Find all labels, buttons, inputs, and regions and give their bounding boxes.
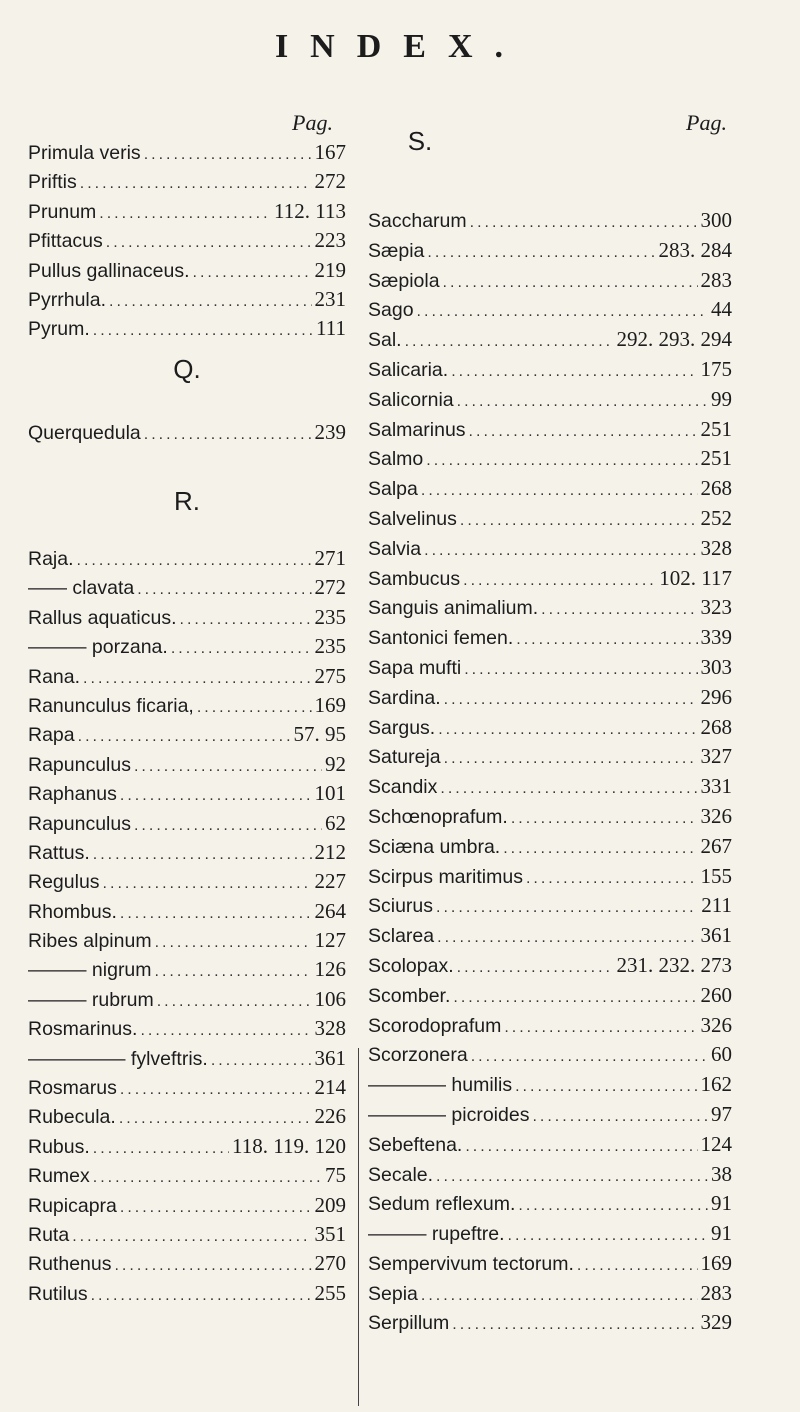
section-letter-s: S.: [407, 126, 433, 156]
entry-pages: 267: [700, 833, 732, 858]
entry-pages: 126: [314, 957, 346, 982]
index-entry: [28, 899, 346, 928]
entry-name: Primula veris: [28, 142, 141, 164]
entry-pages: 106: [314, 986, 346, 1011]
dot-leader: [421, 482, 698, 500]
dot-leader: [405, 333, 614, 351]
entry-pages: 251: [700, 416, 732, 441]
index-entry: [368, 536, 732, 566]
column-divider: [358, 1048, 359, 1406]
entry-name: Sago: [368, 299, 414, 322]
index-entry: [368, 893, 732, 923]
entry-pages: 91: [711, 1221, 732, 1246]
index-entry: [368, 595, 732, 625]
entry-pages: 167: [314, 140, 346, 164]
dot-leader: [106, 234, 312, 252]
index-entry: [28, 316, 346, 345]
entry-pages: 255: [314, 1280, 346, 1305]
entry-name: Salmarinus: [368, 418, 466, 441]
index-entry: [368, 804, 732, 834]
entry-pages: 38: [711, 1161, 732, 1186]
section-letter-r: R.: [174, 486, 200, 516]
dot-leader: [518, 1197, 708, 1215]
dot-leader: [83, 670, 311, 688]
dot-leader: [577, 1257, 698, 1275]
entry-name: Rutilus: [28, 1282, 88, 1305]
entry-name: Schœnoprafum.: [368, 805, 508, 828]
entry-pages: 328: [700, 535, 732, 560]
entry-name: Ruthenus: [28, 1253, 112, 1276]
entries-q: [28, 420, 346, 449]
dot-leader: [443, 274, 698, 292]
dot-leader: [444, 750, 698, 768]
index-entry: [28, 869, 346, 898]
entry-pages: 112. 113: [274, 198, 346, 223]
entry-name: Sedum reflexum.: [368, 1193, 516, 1216]
entries-p: [28, 140, 346, 346]
index-entry: [368, 208, 732, 238]
entry-pages: 44: [711, 297, 732, 322]
index-entry: [368, 864, 732, 894]
entry-pages: 102. 117: [659, 565, 732, 590]
entry-pages: 252: [700, 505, 732, 530]
dot-leader: [80, 175, 312, 193]
entry-name: Rapunculus: [28, 812, 131, 835]
entry-pages: 283: [700, 1280, 732, 1305]
entry-pages: 328: [314, 1016, 346, 1041]
entry-name: Sebeftena.: [368, 1133, 463, 1156]
entry-pages: 300: [700, 208, 732, 232]
index-entry: [28, 1251, 346, 1280]
dot-leader: [120, 1081, 312, 1099]
entry-pages: 101: [314, 781, 346, 806]
dot-leader: [197, 699, 312, 717]
index-entry: [368, 268, 732, 298]
dot-leader: [503, 840, 697, 858]
entry-pages: 272: [314, 169, 346, 194]
entry-name: Priftis: [28, 171, 77, 194]
entry-name: ———— picroides: [368, 1103, 530, 1126]
entry-pages: 227: [314, 869, 346, 894]
page-title: INDEX.: [274, 28, 526, 65]
entry-name: —— clavata: [28, 577, 135, 600]
entry-name: Salpa: [368, 478, 418, 501]
index-entry: [368, 327, 732, 357]
index-entry: [28, 634, 346, 663]
entry-name: Raja.: [28, 548, 74, 570]
dot-leader: [511, 810, 698, 828]
entry-name: Sciurus: [368, 895, 434, 918]
dot-leader: [157, 993, 312, 1011]
entry-name: Scorodoprafum: [368, 1014, 502, 1037]
entry-pages: 111: [316, 316, 346, 341]
entry-name: Pfittacus: [28, 230, 103, 253]
entry-name: Salvia: [368, 537, 422, 560]
index-entry: [368, 1221, 732, 1251]
index-entry: [368, 446, 732, 476]
entry-name: Rosmarus: [28, 1077, 117, 1100]
entry-pages: 169: [314, 692, 346, 717]
index-entry: [368, 387, 732, 417]
entries-r: [28, 546, 346, 1310]
entry-pages: 260: [700, 982, 732, 1007]
dot-leader: [421, 1287, 698, 1305]
index-entry: [368, 1251, 732, 1281]
entry-pages: 339: [700, 625, 732, 650]
index-entry: [28, 693, 346, 722]
entry-pages: 329: [700, 1310, 732, 1335]
dot-leader: [114, 1257, 311, 1275]
entry-pages: 361: [314, 1045, 346, 1070]
entry-pages: 283: [700, 267, 732, 292]
entry-pages: 57. 95: [293, 722, 346, 747]
index-entry: [28, 605, 346, 634]
index-entry: [28, 957, 346, 986]
entry-pages: 62: [325, 810, 346, 835]
entry-name: Rapunculus: [28, 753, 131, 776]
dot-leader: [526, 870, 698, 888]
entry-pages: 275: [314, 663, 346, 688]
entry-pages: 124: [700, 1131, 732, 1156]
entry-name: Rallus aquaticus.: [28, 606, 177, 629]
entry-name: Rupicapra: [28, 1194, 117, 1217]
entry-pages: 271: [314, 546, 346, 570]
entry-pages: 223: [314, 228, 346, 253]
entry-name: Ruta: [28, 1223, 70, 1246]
entry-pages: 268: [700, 714, 732, 739]
entry-name: Sæpiola: [368, 269, 440, 292]
entry-pages: 231: [314, 286, 346, 311]
entry-pages: 97: [711, 1101, 732, 1126]
index-entry: [368, 923, 732, 953]
entry-name: Rosmarinus.: [28, 1018, 138, 1041]
dot-leader: [211, 1052, 312, 1070]
dot-leader: [120, 1199, 312, 1217]
dot-leader: [91, 1287, 312, 1305]
entry-pages: 327: [700, 744, 732, 769]
entry-name: Satureja: [368, 746, 441, 769]
index-entry: [28, 1281, 346, 1310]
index-entry: [368, 1191, 732, 1221]
index-entry: [368, 417, 732, 447]
index-entry: [368, 1013, 732, 1043]
dot-leader: [515, 1078, 697, 1096]
dot-leader: [463, 572, 656, 590]
dot-leader: [464, 661, 697, 679]
entry-pages: 118. 119. 120: [232, 1133, 346, 1158]
dot-leader: [120, 787, 312, 805]
index-entry: [368, 1072, 732, 1102]
index-entry: [28, 287, 346, 316]
index-entry: [28, 987, 346, 1016]
entry-name: ——— nigrum: [28, 959, 152, 982]
index-entry: [28, 1163, 346, 1192]
dot-leader: [516, 631, 697, 649]
index-entry: [368, 1132, 732, 1162]
entry-name: Sæpia: [368, 239, 425, 262]
dot-leader: [508, 1227, 708, 1245]
dot-leader: [436, 899, 698, 917]
dot-leader: [437, 929, 697, 947]
index-entry: [368, 1162, 732, 1192]
dot-leader: [78, 728, 291, 746]
index-entry: [28, 228, 346, 257]
entry-name: Pyrum.: [28, 318, 90, 341]
entry-name: ————— fylveftris.: [28, 1047, 208, 1070]
index-entry: [368, 834, 732, 864]
index-entry: [368, 715, 732, 745]
entry-pages: 212: [314, 839, 346, 864]
index-entry: [368, 1102, 732, 1132]
entry-pages: 211: [701, 893, 732, 918]
index-entry: [368, 297, 732, 327]
dot-leader: [134, 758, 322, 776]
entry-pages: 155: [700, 863, 732, 888]
index-entry: [28, 258, 346, 287]
index-entry: [368, 1042, 732, 1072]
dot-leader: [103, 875, 312, 893]
index-entry: [28, 420, 346, 449]
entry-name: Sapa mufti: [368, 656, 462, 679]
entry-name: Prunum: [28, 200, 97, 223]
entry-pages: 75: [325, 1163, 346, 1188]
dot-leader: [77, 552, 312, 570]
dot-leader: [120, 905, 312, 923]
entry-name: Sclarea: [368, 925, 435, 948]
index-entry: [368, 1281, 732, 1311]
entry-name: Sardina.: [368, 686, 441, 709]
entry-name: ——— rupeftre.: [368, 1223, 505, 1246]
index-entry: [28, 928, 346, 957]
entry-pages: 127: [314, 928, 346, 953]
entry-name: Secale.: [368, 1163, 434, 1186]
index-entry: [28, 664, 346, 693]
entry-name: Scandix: [368, 776, 438, 799]
dot-leader: [460, 512, 698, 530]
entry-pages: 209: [314, 1192, 346, 1217]
dot-leader: [452, 1316, 697, 1334]
index-entry: [28, 546, 346, 575]
entry-name: ——— rubrum: [28, 988, 154, 1011]
index-entry: [368, 238, 732, 268]
dot-leader: [451, 363, 697, 381]
index-entry: [368, 357, 732, 387]
dot-leader: [444, 691, 698, 709]
dot-leader: [424, 542, 697, 560]
entry-name: Sal.: [368, 329, 402, 352]
dot-leader: [137, 581, 311, 599]
entry-name: Scorzonera: [368, 1044, 468, 1067]
dot-leader: [504, 1019, 697, 1037]
entry-name: Salvelinus: [368, 507, 457, 530]
index-entry: [368, 476, 732, 506]
index-entry: [28, 1134, 346, 1163]
dot-leader: [436, 1168, 708, 1186]
entry-name: Salicaria.: [368, 358, 449, 381]
entry-name: Rumex: [28, 1165, 90, 1188]
entry-name: Sanguis animalium.: [368, 597, 539, 620]
dot-leader: [465, 1138, 697, 1156]
dot-leader: [470, 214, 698, 232]
pag-label-left: Pag.: [292, 110, 333, 135]
entry-pages: 162: [700, 1072, 732, 1097]
entry-name: Scirpus maritimus: [368, 865, 523, 888]
entry-name: Santonici femen.: [368, 627, 514, 650]
dot-leader: [93, 1169, 322, 1187]
dot-leader: [144, 426, 312, 444]
index-entry: [368, 655, 732, 685]
entry-name: Ribes alpinum: [28, 930, 152, 953]
entry-pages: 60: [711, 1042, 732, 1067]
entry-pages: 91: [711, 1191, 732, 1216]
entry-name: Rubecula.: [28, 1106, 116, 1129]
entry-name: Rhombus.: [28, 900, 117, 923]
dot-leader: [99, 205, 271, 223]
entry-name: Saccharum: [368, 210, 467, 232]
dot-leader: [469, 423, 698, 441]
section-letter-q: Q.: [173, 354, 201, 384]
index-entry: [28, 169, 346, 198]
entry-name: Sargus.: [368, 716, 436, 739]
dot-leader: [180, 611, 312, 629]
entry-pages: 268: [700, 476, 732, 501]
entry-name: Ranunculus ficaria,: [28, 694, 194, 717]
entry-name: Rattus.: [28, 841, 90, 864]
entry-pages: 351: [314, 1221, 346, 1246]
dot-leader: [438, 721, 697, 739]
entry-name: Querquedula: [28, 422, 141, 444]
dot-leader: [417, 303, 708, 321]
entry-pages: 231. 232. 273: [616, 952, 732, 977]
entry-pages: 239: [314, 420, 346, 444]
dot-leader: [193, 264, 312, 282]
entry-pages: 323: [700, 595, 732, 620]
entry-name: Salmo: [368, 448, 424, 471]
index-entry: [368, 744, 732, 774]
dot-leader: [155, 963, 312, 981]
entry-pages: 326: [700, 803, 732, 828]
dot-leader: [426, 452, 697, 470]
dot-leader: [171, 640, 312, 658]
entry-pages: 303: [700, 654, 732, 679]
entry-pages: 292. 293. 294: [616, 327, 732, 352]
index-entry: [28, 1046, 346, 1075]
dot-leader: [427, 244, 655, 262]
entries-s: [368, 208, 732, 1340]
index-entry: [28, 199, 346, 228]
index-entry: [28, 1016, 346, 1045]
dot-leader: [93, 846, 312, 864]
dot-leader: [541, 601, 697, 619]
entry-pages: 251: [700, 446, 732, 471]
dot-leader: [134, 817, 322, 835]
index-entry: [368, 506, 732, 536]
index-entry: [368, 953, 732, 983]
dot-leader: [140, 1022, 311, 1040]
index-entry: [368, 1310, 732, 1340]
dot-leader: [155, 934, 312, 952]
pag-label-right: Pag.: [686, 110, 727, 135]
entry-pages: 175: [700, 356, 732, 381]
index-entry: [28, 722, 346, 751]
dot-leader: [93, 1140, 229, 1158]
entry-name: ———— humilis: [368, 1074, 513, 1097]
dot-leader: [471, 1048, 708, 1066]
index-entry: [368, 774, 732, 804]
entry-pages: 214: [314, 1075, 346, 1100]
dot-leader: [532, 1108, 708, 1126]
entry-name: Rapa: [28, 724, 75, 747]
entry-pages: 264: [314, 898, 346, 923]
entry-pages: 270: [314, 1251, 346, 1276]
index-entry: [28, 1193, 346, 1222]
entry-name: Rana.: [28, 665, 81, 688]
index-entry: [28, 811, 346, 840]
entry-pages: 92: [325, 751, 346, 776]
entry-pages: 361: [700, 923, 732, 948]
index-entry: [368, 566, 732, 596]
dot-leader: [109, 293, 311, 311]
dot-leader: [440, 780, 697, 798]
entry-name: Scolopax.: [368, 954, 454, 977]
dot-leader: [457, 393, 708, 411]
entry-pages: 331: [700, 774, 732, 799]
entry-name: Sempervivum tectorum.: [368, 1252, 574, 1275]
entry-name: Serpillum: [368, 1312, 450, 1335]
index-entry: [368, 625, 732, 655]
entry-pages: 296: [700, 684, 732, 709]
index-entry: [368, 983, 732, 1013]
entry-name: ——— porzana.: [28, 636, 168, 659]
index-entry: [28, 781, 346, 810]
dot-leader: [453, 989, 697, 1007]
entry-name: Pyrrhula.: [28, 288, 107, 311]
entry-name: Sciæna umbra.: [368, 835, 501, 858]
dot-leader: [72, 1228, 311, 1246]
index-entry: [28, 1104, 346, 1133]
entry-name: Scomber.: [368, 984, 451, 1007]
index-entry: [368, 685, 732, 715]
index-entry: [28, 1075, 346, 1104]
entry-pages: 235: [314, 634, 346, 659]
entry-name: Sambucus: [368, 567, 461, 590]
dot-leader: [119, 1110, 312, 1128]
entry-name: Rubus.: [28, 1135, 90, 1158]
entry-pages: 326: [700, 1012, 732, 1037]
entry-pages: 272: [314, 575, 346, 600]
entry-name: Sepia: [368, 1282, 418, 1305]
entry-name: Pullus gallinaceus.: [28, 259, 190, 282]
entry-pages: 169: [700, 1250, 732, 1275]
entry-pages: 219: [314, 257, 346, 282]
entry-pages: 283. 284: [658, 237, 732, 262]
entry-name: Regulus: [28, 871, 100, 894]
index-entry: [28, 752, 346, 781]
index-entry: [28, 1222, 346, 1251]
entry-pages: 226: [314, 1104, 346, 1129]
dot-leader: [457, 959, 614, 977]
index-entry: [28, 575, 346, 604]
entry-name: Raphanus: [28, 783, 117, 806]
dot-leader: [93, 322, 313, 340]
entry-pages: 235: [314, 604, 346, 629]
entry-pages: 99: [711, 386, 732, 411]
index-entry: [28, 840, 346, 869]
entry-name: Salicornia: [368, 388, 454, 411]
